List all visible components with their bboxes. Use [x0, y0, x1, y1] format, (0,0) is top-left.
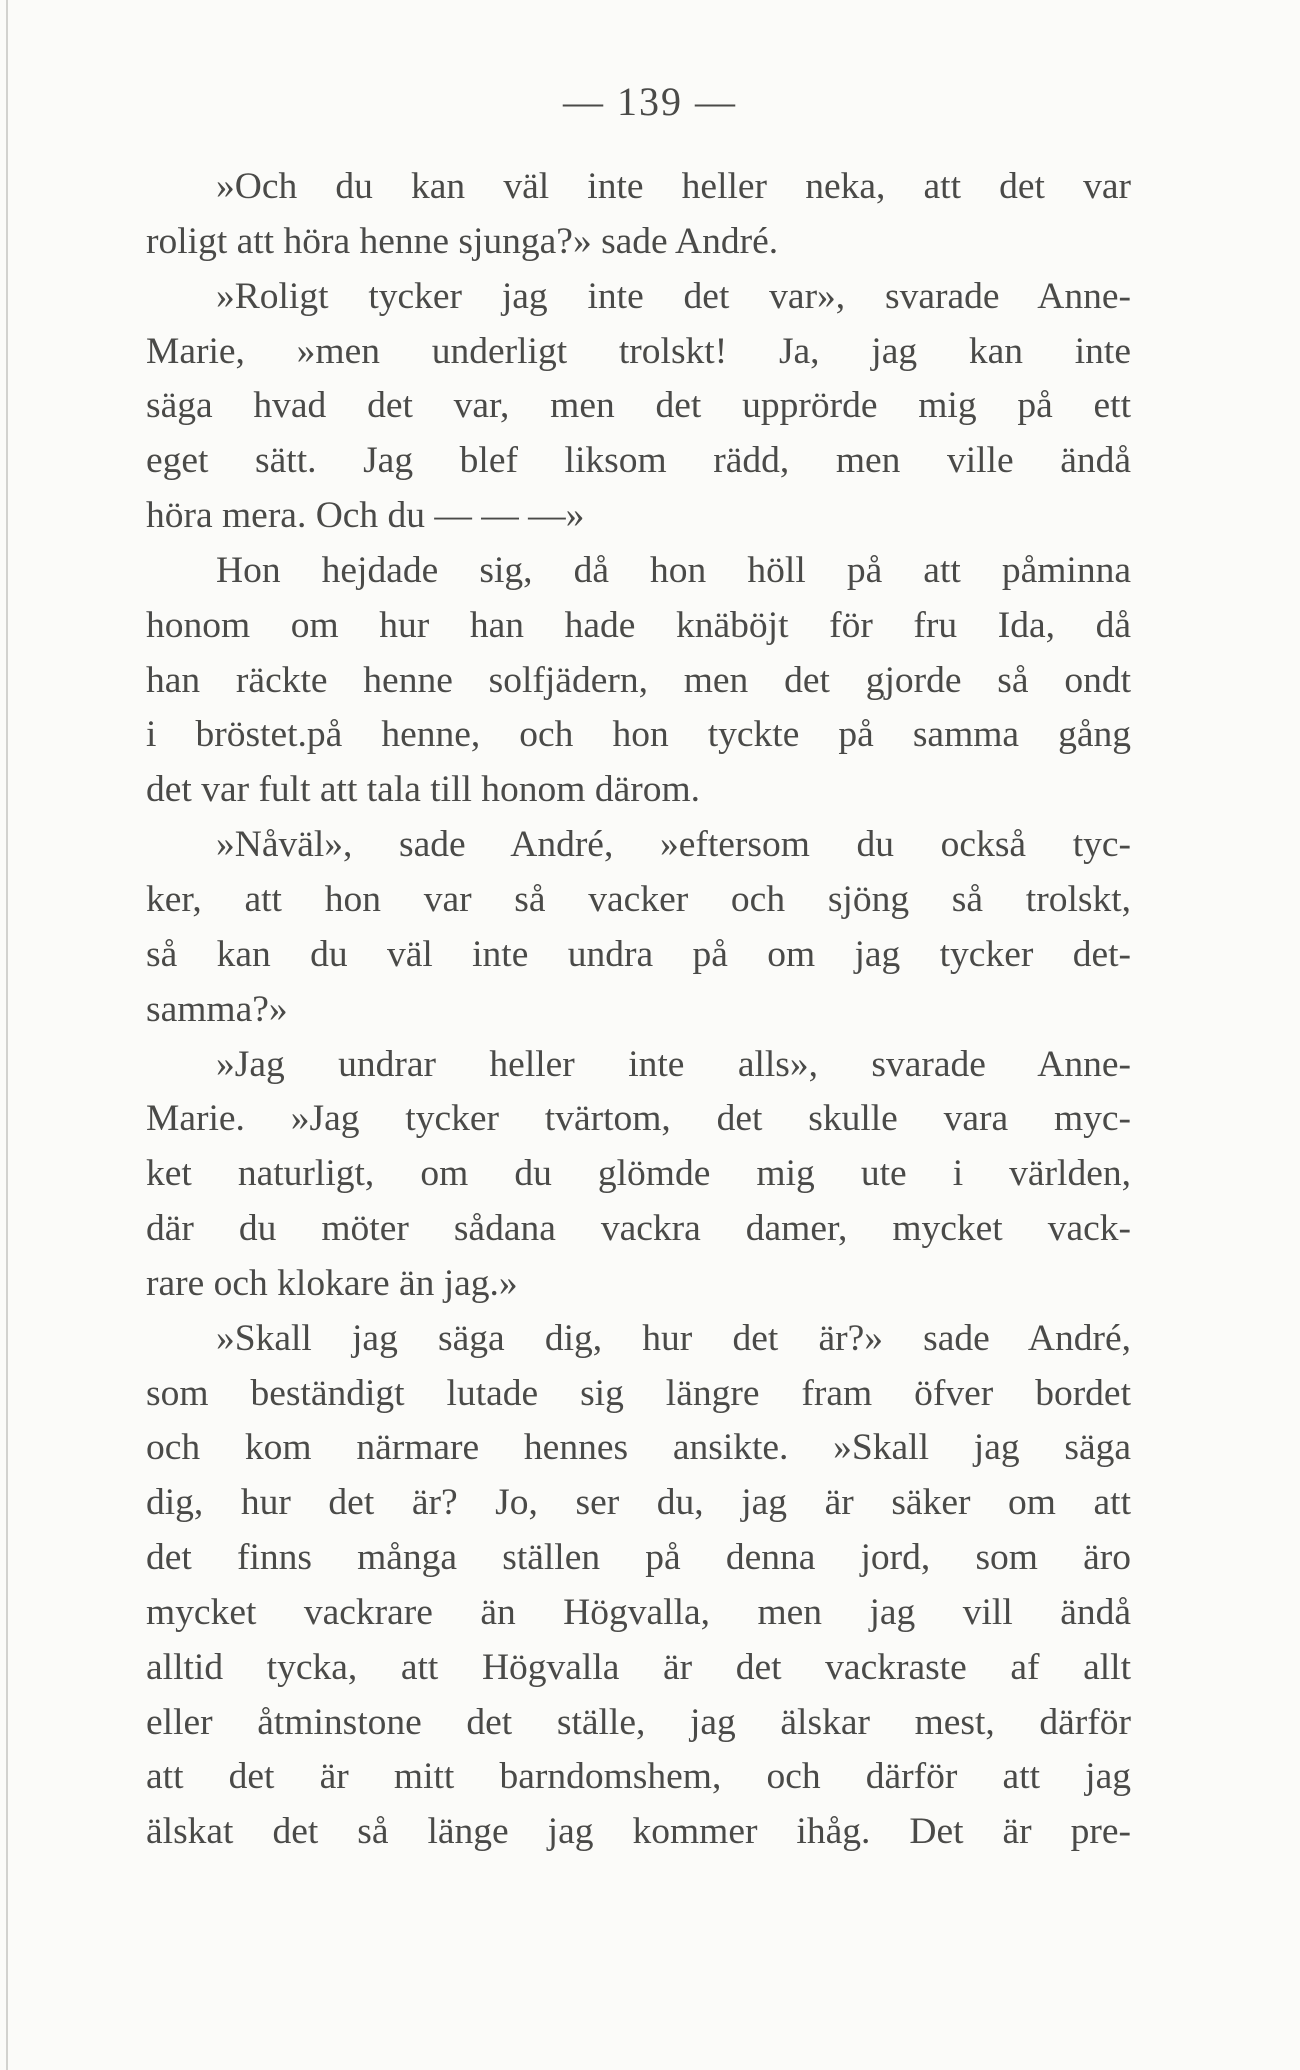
page-number: — 139 — — [563, 79, 737, 124]
text-line: eget sätt. Jag blef liksom rädd, men ville ändå — [146, 440, 1131, 482]
text-line: det finns många ställen på denna jord, som äro — [146, 1537, 1131, 1579]
text-line: säga hvad det var, men det upprörde mig på ett — [146, 385, 1131, 427]
text-line: ker, att hon var så vacker och sjöng så trolskt, — [146, 878, 1131, 920]
text-line: dig, hur det är? Jo, ser du, jag är säker om att — [146, 1482, 1131, 1524]
text-line: rare och klokare än jag.» — [146, 1262, 518, 1304]
text-line: alltid tycka, att Högvalla är det vackraste af allt — [146, 1646, 1131, 1688]
text-line: samma?» — [146, 988, 288, 1030]
text-line: eller åtminstone det ställe, jag älskar mest, därför — [146, 1701, 1131, 1743]
text-line: »Och du kan väl inte heller neka, att det var — [216, 166, 1131, 207]
text-line: höra mera. Och du — — —» — [146, 495, 585, 537]
text-line: mycket vackrare än Högvalla, men jag vill ändå — [146, 1591, 1131, 1633]
text-line: Marie, »men underligt trolskt! Ja, jag kan inte — [146, 330, 1131, 372]
text-line: »Skall jag säga dig, hur det är?» sade André, — [216, 1317, 1131, 1359]
text-line: Marie. »Jag tycker tvärtom, det skulle vara myc- — [146, 1098, 1131, 1140]
page-gutter-line — [6, 0, 8, 2070]
body-text — [146, 160, 1131, 1860]
text-line: i bröstet.på henne, och hon tyckte på samma gång — [146, 714, 1131, 756]
text-line: han räckte henne solfjädern, men det gjorde så ondt — [146, 659, 1131, 701]
text-line: som beständigt lutade sig längre fram öfver bordet — [146, 1372, 1131, 1414]
text-line: ket naturligt, om du glömde mig ute i världen, — [146, 1153, 1131, 1195]
text-line: det var fult att tala till honom därom. — [146, 769, 701, 811]
text-line: »Jag undrar heller inte alls», svarade Anne- — [216, 1043, 1131, 1085]
text-line: Hon hejdade sig, då hon höll på att påminna — [216, 549, 1131, 591]
text-line: där du möter sådana vackra damer, mycket vack- — [146, 1208, 1131, 1250]
text-line: och kom närmare hennes ansikte. »Skall jag säga — [146, 1427, 1131, 1469]
text-line: »Nåväl», sade André, »eftersom du också tyc- — [216, 824, 1131, 866]
text-line: honom om hur han hade knäböjt för fru Ida, då — [146, 604, 1131, 646]
text-line: så kan du väl inte undra på om jag tycker det- — [146, 933, 1131, 975]
text-line: älskat det så länge jag kommer ihåg. Det är pre- — [146, 1811, 1131, 1853]
text-line: »Roligt tycker jag inte det var», svarade Anne- — [216, 275, 1131, 317]
text-line: roligt att höra henne sjunga?» sade André. — [146, 220, 779, 262]
text-line: att det är mitt barndomshem, och därför att jag — [146, 1756, 1131, 1798]
